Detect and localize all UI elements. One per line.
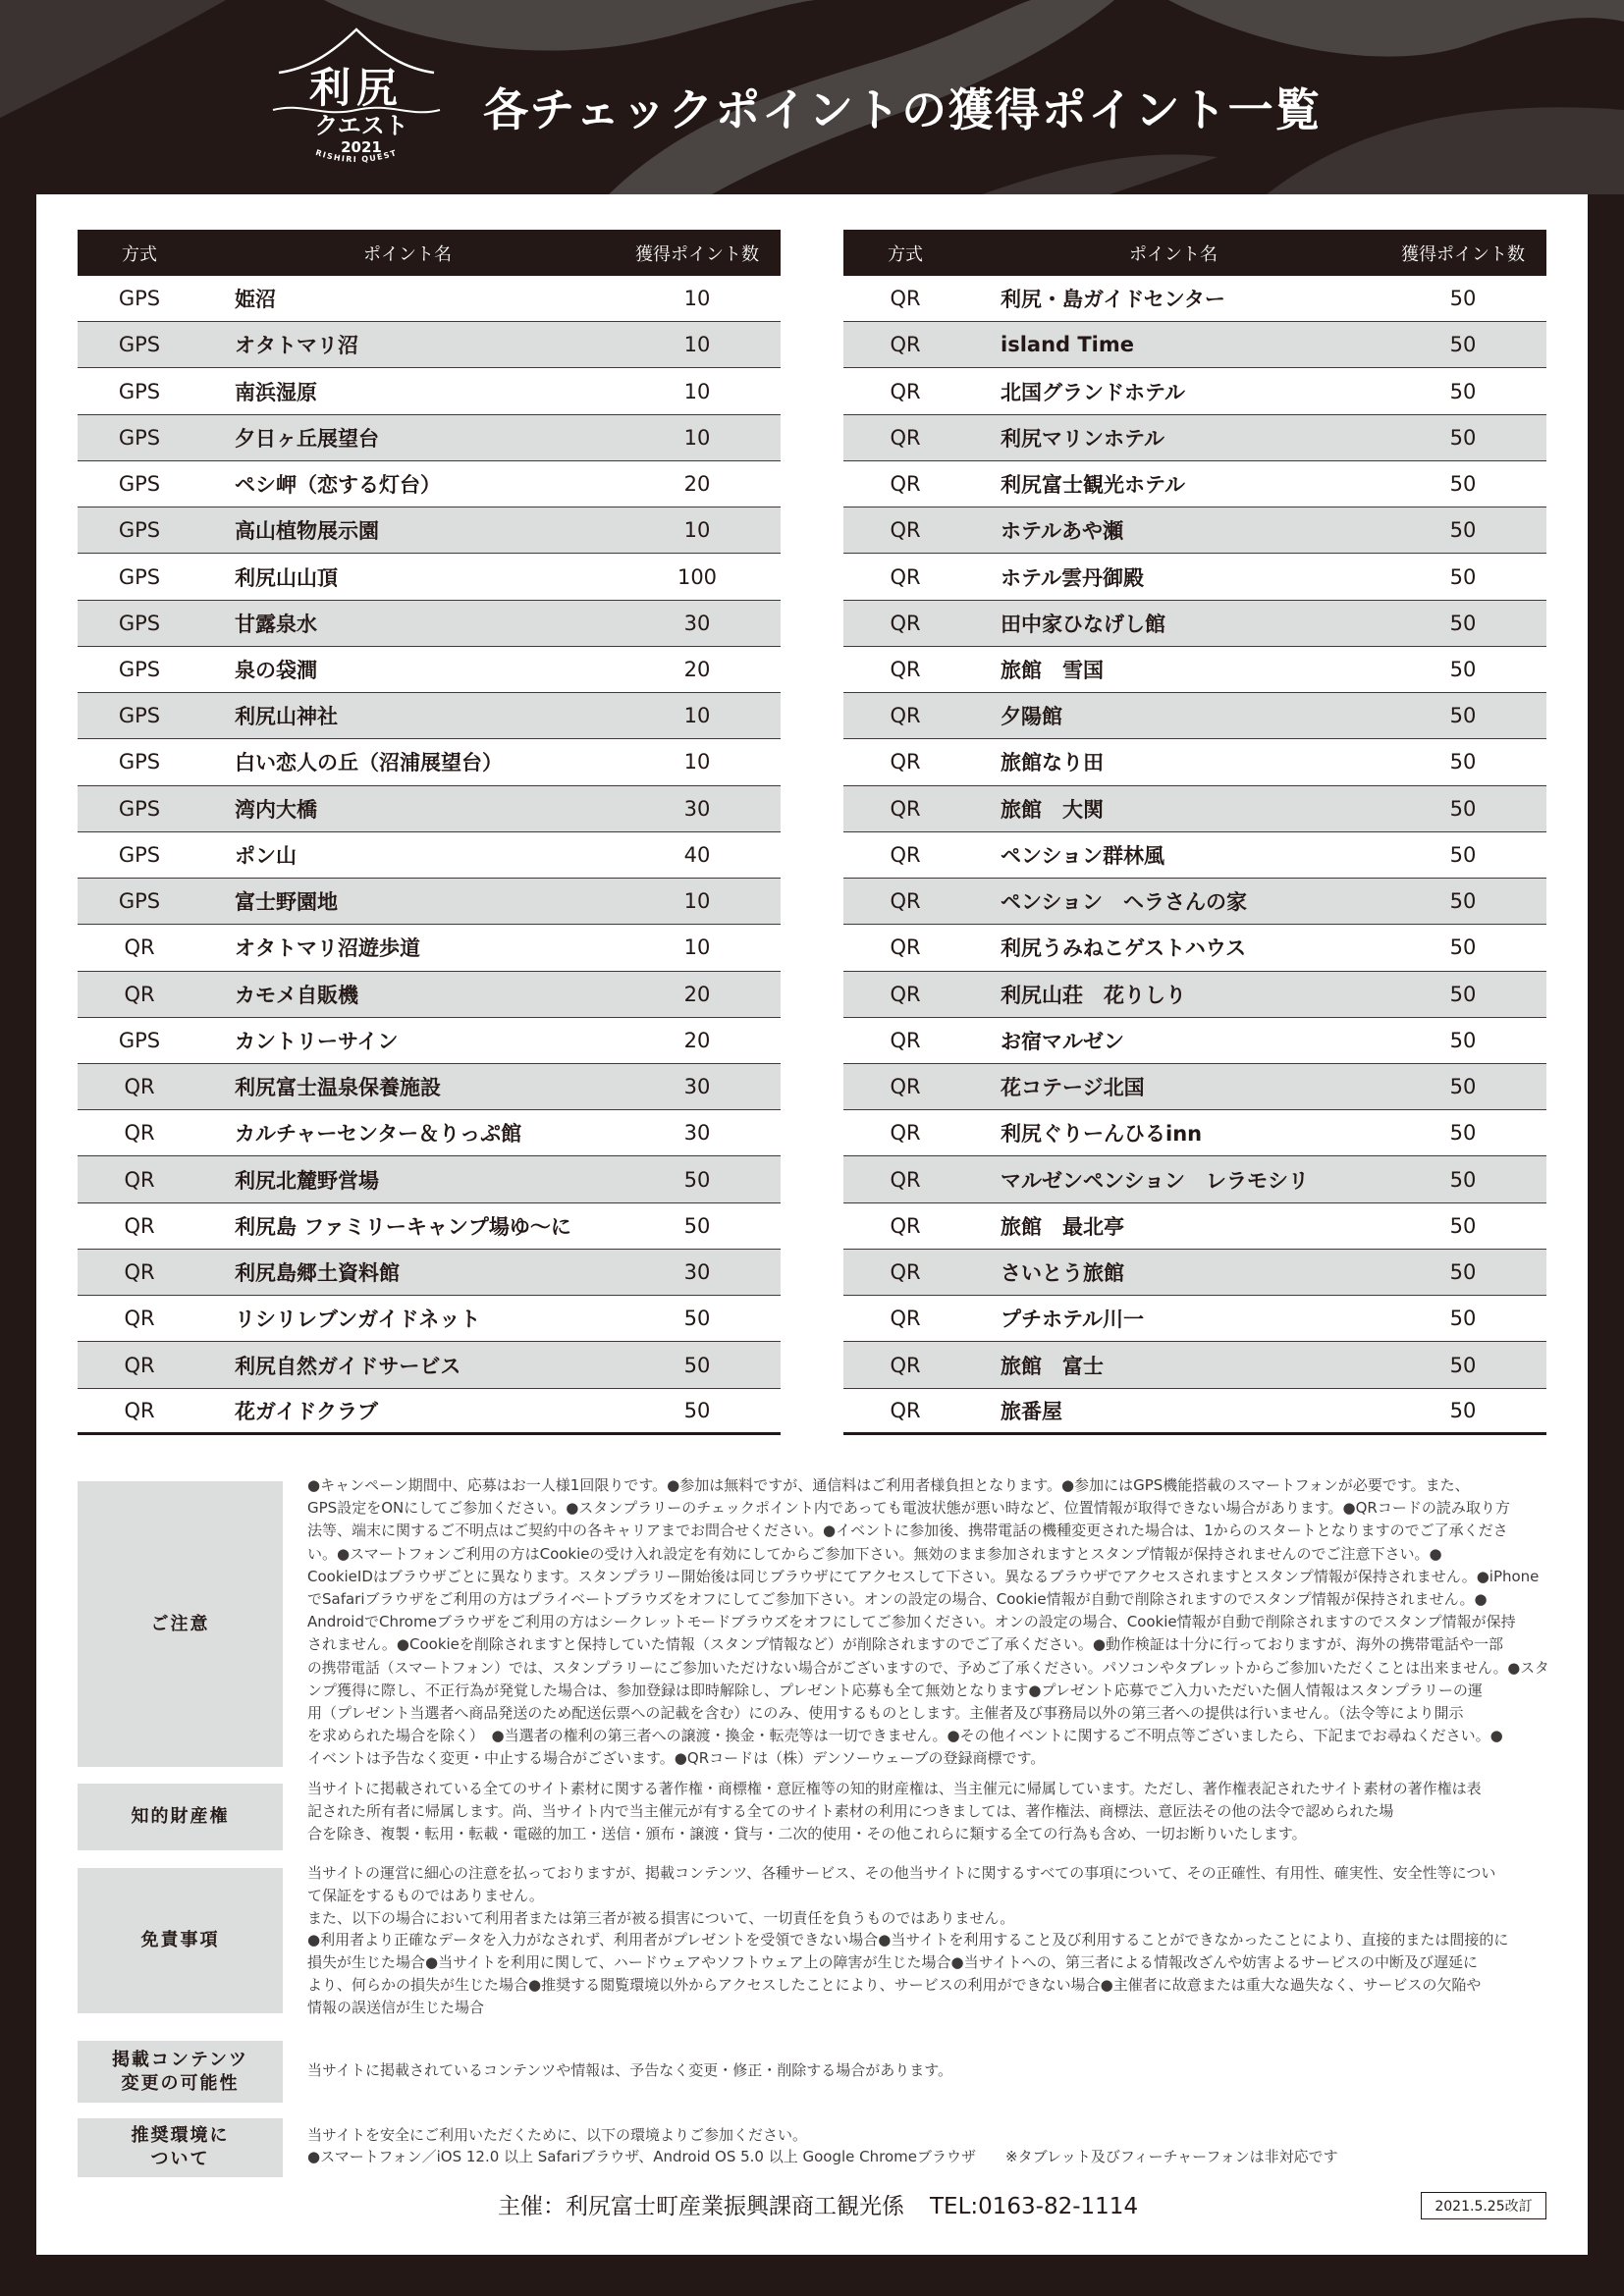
note-text-line: 記された所有者に帰属します。尚、当サイト内で当主催元が有する全てのサイト素材の利用につきましては、著作権法、商標法、意匠法その他の法令で認められた場 [307,1802,1394,1820]
method-cell: QR [890,1213,921,1238]
column-header-method: 方式 [888,243,923,265]
page-title: 各チェックポイントの獲得ポイント一覧 [483,83,1322,136]
method-cell: QR [124,1121,155,1146]
recommended-environment-label [78,2118,283,2177]
points-cell: 30 [683,1075,711,1099]
caution-text [307,1474,1549,1771]
point-name-cell: 利尻マリンホテル [1001,426,1164,451]
notes-section [36,194,1588,2255]
method-cell: QR [890,379,921,403]
note-text-line: ンプ獲得に際し、不正行為が発覚した場合は、参加登録は即時解除し、プレゼント応募も全て無効となります●プレゼント応募でご入力いただいた個人情報はスタンプラリーの運 [307,1681,1483,1699]
method-cell: QR [890,657,921,681]
content-change-label [78,2041,283,2103]
points-cell: 20 [683,472,711,497]
points-cell: 30 [683,1121,711,1146]
points-cell: 50 [683,1398,711,1422]
point-name-cell: 泉の袋澗 [235,658,317,682]
points-cell: 50 [683,1213,711,1238]
points-cell: 30 [683,796,711,821]
note-text-line: でSafariブラウザをご利用の方はプライベートブラウズをオフにしてご参加下さい。オンの設定の場合、Cookie情報が自動で削除されますのでスタンプ情報が保持されません。● [307,1590,1488,1609]
points-cell: 50 [683,1307,711,1331]
method-cell: GPS [118,379,161,403]
method-cell: QR [890,333,921,357]
point-name-cell: 利尻山荘 花りしり [1001,983,1186,1007]
points-cell: 50 [1449,889,1477,914]
wave-shape [982,154,1218,194]
points-cell: 50 [1449,1353,1477,1377]
note-text-line: 損失が生じた場合●当サイトを利用に関して、ハードウェアやソフトウェア上の障害が生じた場合●当サイトへの、第三者による情報改ざんや妨害よるサービスの中断及び遅延に [307,1953,1478,1972]
method-cell: QR [890,982,921,1006]
recommended-environment-text [307,2124,1549,2167]
point-name-cell: 旅館 最北亭 [1001,1214,1124,1239]
intellectual-property-label [78,1784,283,1850]
point-name-cell: オタトマリ沼遊歩道 [235,936,420,961]
method-cell: QR [124,1167,155,1192]
point-name-cell: カルチャーセンター＆りっぷ館 [235,1122,522,1147]
point-name-cell: お宿マルゼン [1001,1029,1124,1053]
points-cell: 50 [1449,564,1477,589]
method-cell: QR [124,1398,155,1422]
organizer-text: 主催：利尻富士町産業振興課商工観光係 [498,2194,904,2219]
point-name-cell: 夕日ヶ丘展望台 [235,426,379,451]
points-cell: 10 [683,333,711,357]
method-cell: QR [890,889,921,914]
method-cell: GPS [118,564,161,589]
footer-organizer [498,2190,1138,2223]
content-panel [36,194,1588,2255]
note-text-line: 当サイトの運営に細心の注意を払っておりますが、掲載コンテンツ、各種サービス、その他当サイトに関するすべての事項について、その正確性、有用性、確実性、安全性等につい [307,1864,1496,1882]
method-cell: QR [890,796,921,821]
points-cell: 50 [1449,472,1477,497]
caution-label [78,1481,283,1767]
note-text-line: の携帯電話（スマートフォン）では、スタンプラリーにご参加いただけない場合がございますので、予めご了承ください。パソコンやタブレットからご参加いただくことは出来ません。●スタ [307,1659,1549,1677]
point-name-cell: ホテルあや瀬 [1001,519,1123,544]
column-header-method: 方式 [122,243,157,265]
method-cell: QR [124,1353,155,1377]
phone-number: TEL:0163-82-1114 [930,2194,1139,2219]
point-name-cell: 利尻山山頂 [235,565,338,590]
point-name-cell: 利尻北麓野営場 [235,1168,379,1193]
method-cell: QR [124,982,155,1006]
method-cell: QR [124,1260,155,1285]
note-text-line: ●キャンペーン期間中、応募はお一人様1回限りです。●参加は無料ですが、通信料はご利用者様負担となります。●参加にはGPS機能搭載のスマートフォンが必要です。また、 [307,1476,1470,1494]
method-cell: GPS [118,611,161,635]
points-cell: 30 [683,611,711,635]
point-name-cell: 白い恋人の丘（沼浦展望台） [235,751,503,775]
method-cell: QR [890,1075,921,1099]
method-cell: QR [890,1028,921,1052]
points-cell: 40 [683,842,711,867]
point-name-cell: さいとう旅館 [1001,1261,1124,1286]
wave-shape [1168,0,1624,57]
point-name-cell: 利尻島郷土資料館 [235,1261,400,1286]
points-cell: 10 [683,425,711,450]
point-name-cell: 花ガイドクラブ [235,1399,378,1423]
points-cell: 20 [683,657,711,681]
column-header-points: 獲得ポイント数 [635,243,759,265]
point-name-cell: プチホテル川一 [1001,1308,1144,1332]
points-cell: 50 [1449,657,1477,681]
method-cell: QR [890,472,921,497]
note-text-line: 当サイトを安全にご利用いただくために、以下の環境よりご参加ください。 [307,2126,807,2144]
page-header [0,0,1624,194]
note-label-line: 変更の可能性 [121,2072,240,2094]
point-name-cell: 利尻富士温泉保養施設 [235,1076,441,1100]
point-name-cell: 利尻自然ガイドサービス [235,1354,461,1378]
points-cell: 50 [1449,982,1477,1006]
points-cell: 50 [1449,1213,1477,1238]
note-label-line: 掲載コンテンツ [111,2049,249,2070]
method-cell: QR [890,518,921,543]
point-name-cell: ホテル雲丹御殿 [1001,565,1144,590]
method-cell: QR [124,935,155,960]
method-cell: QR [890,287,921,311]
point-name-cell: 旅館 大関 [1001,797,1104,822]
point-name-cell: 南浜湿原 [235,380,317,404]
point-name-cell: 利尻うみねこゲストハウス [1001,936,1247,961]
points-cell: 50 [1449,1075,1477,1099]
method-cell: GPS [118,472,161,497]
point-name-cell: リシリレブンガイドネット [235,1308,481,1332]
point-name-cell: カモメ自販機 [235,983,358,1007]
method-cell: QR [890,564,921,589]
point-name-cell: ポン山 [235,843,297,868]
method-cell: QR [124,1213,155,1238]
content-change-text [307,2059,1549,2082]
note-text-line: CookieIDはブラウザごとに異なります。スタンプラリー開始後は同じブラウザにてアクセスして下さい。異なるブラウザでアクセスされますとスタンプ情報が保持されません。●iPhone [307,1567,1540,1585]
method-cell: GPS [118,287,161,311]
column-header-point-name: ポイント名 [363,243,452,265]
points-cell: 50 [1449,1121,1477,1146]
note-label-line: ついて [150,2149,210,2169]
points-cell: 10 [683,750,711,774]
disclaimer-label [78,1868,283,2013]
point-name-cell: 花コテージ北国 [1001,1076,1145,1100]
points-cell: 50 [1449,1398,1477,1422]
method-cell: QR [890,611,921,635]
logo-sub-text: クエスト [314,112,408,139]
points-cell: 50 [1449,750,1477,774]
point-name-cell: 姫沼 [235,288,276,312]
method-cell: GPS [118,1028,161,1052]
points-cell: 20 [683,1028,711,1052]
note-text-line: 当サイトに掲載されている全てのサイト素材に関する著作権・商標権・意匠権等の知的財産権は、当主催元に帰属しています。ただし、著作権表記されたサイト素材の著作権は表 [307,1780,1482,1797]
method-cell: GPS [118,333,161,357]
method-cell: QR [890,704,921,728]
wave-shape [0,0,226,118]
method-cell: QR [890,842,921,867]
point-name-cell: カントリーサイン [235,1029,399,1053]
note-text-line: イベントは予告なく変更・中止する場合がございます。●QRコードは（株）デンソーウェーブの登録商標です。 [307,1749,1046,1768]
method-cell: GPS [118,842,161,867]
points-cell: 50 [1449,1028,1477,1052]
points-cell: 50 [1449,1167,1477,1192]
points-cell: 50 [1449,796,1477,821]
note-label-line: 免責事項 [140,1930,220,1950]
points-cell: 50 [1449,333,1477,357]
logo-year: 2021 [341,138,382,156]
points-cell: 50 [1449,704,1477,728]
points-cell: 50 [1449,842,1477,867]
method-cell: QR [890,425,921,450]
point-name-cell: 高山植物展示園 [235,519,379,544]
point-name-cell: マルゼンペンション レラモシリ [1001,1168,1310,1193]
method-cell: QR [124,1307,155,1331]
logo-main-text: 利尻 [308,64,405,112]
point-name-cell: 北国グランドホテル [1001,380,1185,404]
point-name-cell: 旅館なり田 [1001,751,1104,775]
points-cell: 10 [683,379,711,403]
method-cell: QR [890,1398,921,1422]
points-cell: 10 [683,518,711,543]
note-label-line: ご注意 [150,1613,210,1634]
point-name-cell: 甘露泉水 [235,612,317,636]
note-label-line: 知的財産権 [131,1806,230,1827]
point-name-cell: 利尻富士観光ホテル [1001,473,1185,498]
points-cell: 50 [1449,1260,1477,1285]
method-cell: GPS [118,796,161,821]
disclaimer-text [307,1862,1549,2019]
note-text-line: 用（プレゼント当選者へ商品発送のため配送伝票への記載を含む）にのみ、使用するものとします。主催者及び事務局以外の第三者への提供は行いません。（法令等により開示 [307,1704,1464,1723]
method-cell: QR [890,1260,921,1285]
points-cell: 50 [1449,518,1477,543]
note-text-line: 当サイトに掲載されているコンテンツや情報は、予告なく変更・修正・削除する場合があります。 [307,2061,953,2079]
logo-roman-text: RISHIRI QUEST [314,147,399,165]
note-label-line: 推奨環境に [131,2125,230,2146]
note-text-line: い。●スマートフォンご利用の方はCookieの受け入れ設定を有効にしてからご参加下さい。無効のまま参加されますとスタンプ情報が保持されませんのでご注意下さい。● [307,1544,1442,1563]
point-name-cell: ペンション ヘラさんの家 [1001,890,1248,915]
points-cell: 50 [1449,611,1477,635]
method-cell: GPS [118,518,161,543]
method-cell: GPS [118,889,161,914]
note-text-line: 合を除き、複製・転用・転載・電磁的加工・送信・頒布・譲渡・貸与・二次的使用・その他これらに類する全ての行為も含め、一切お断りいたします。 [307,1825,1307,1842]
point-name-cell: 利尻山神社 [235,705,338,729]
point-name-cell: 田中家ひなげし館 [1001,612,1165,636]
rishiri-quest-logo [263,24,450,171]
note-text-line: を求められた場合を除く） ●当選者の権利の第三者への譲渡・換金・転売等は一切できません。●その他イベントに関するご不明点等ございましたら、下記までお尋ねください。● [307,1727,1503,1745]
points-cell: 50 [1449,287,1477,311]
revision-date-box: 2021.5.25改訂 [1421,2192,1546,2219]
note-text-line: より、何らかの損失が生じた場合●推奨する閲覧環境以外からアクセスしたことにより、サービスの利用ができない場合●主催者に故意または重大な過失なく、サービスの欠陥や [307,1975,1482,1994]
note-text-line: て保証をするものではありません。 [307,1886,544,1904]
note-text-line: また、以下の場合において利用者または第三者が被る損害について、一切責任を負うものではありません。 [307,1908,1015,1927]
note-text-line: 情報の誤送信が生じた場合 [307,1998,485,2016]
point-name-cell: island Time [1001,333,1135,357]
point-name-cell: 利尻島 ファミリーキャンプ場ゆ～に [235,1214,571,1239]
points-cell: 50 [1449,1307,1477,1331]
intellectual-property-text [307,1778,1549,1845]
method-cell: QR [890,1121,921,1146]
points-cell: 50 [1449,935,1477,960]
points-cell: 20 [683,982,711,1006]
point-name-cell: 夕陽館 [1001,705,1062,729]
points-cell: 50 [1449,425,1477,450]
method-cell: QR [124,1075,155,1099]
points-cell: 30 [683,1260,711,1285]
point-name-cell: 旅館 雪国 [1001,658,1104,682]
note-text-line: ●利用者より正確なデータを入力がなされず、利用者がプレゼントを受領できない場合●当サイトを利用すること及び利用することができなかったことにより、直接的または間接的に [307,1931,1509,1949]
note-text-line: されません。●Cookieを削除されますと保持していた情報（スタンプ情報など）が削除されますのでご了承ください。●動作検証は十分に行っておりますが、海外の携帯電話や一部 [307,1635,1503,1654]
method-cell: QR [890,750,921,774]
points-cell: 10 [683,704,711,728]
note-text-line: AndroidでChromeブラウザをご利用の方はシークレットモードブラウズをオフにしてご参加ください。オンの設定の場合、Cookie情報が自動で削除されますのでスタンプ情報が保持 [307,1613,1516,1631]
method-cell: QR [890,1167,921,1192]
note-text-line: 法等、端末に関するご不明点はご契約中の各キャリアまでお問合せください。●イベントに参加後、携帯電話の機種変更された場合は、1からのスタートとなりますのでご了承くださ [307,1522,1508,1540]
method-cell: QR [890,1307,921,1331]
points-cell: 50 [683,1353,711,1377]
method-cell: GPS [118,704,161,728]
point-name-cell: 湾内大橋 [235,797,317,822]
column-header-points: 獲得ポイント数 [1401,243,1525,265]
note-text-line: ●スマートフォン／iOS 12.0 以上 Safariブラウザ、Android OS 5.0 以上 Google Chromeブラウザ ※タブレット及びフィーチャーフォンは非対応です [307,2148,1338,2165]
point-name-cell: 富士野園地 [235,890,338,915]
points-cell: 10 [683,935,711,960]
points-cell: 10 [683,287,711,311]
point-name-cell: オタトマリ沼 [235,334,358,358]
point-name-cell: 旅館 富士 [1001,1354,1104,1378]
points-cell: 100 [677,564,718,589]
points-cell: 50 [683,1167,711,1192]
point-name-cell: ペンション群林風 [1001,843,1165,868]
point-name-cell: 利尻ぐりーんひるinn [1001,1122,1203,1147]
method-cell: QR [890,1353,921,1377]
note-text-line: GPS設定をONにしてご参加ください。●スタンプラリーのチェックポイント内であっても電波状態が悪い時など、位置情報が取得できない場合があります。●QRコードの読み取り方 [307,1499,1510,1518]
points-cell: 50 [1449,379,1477,403]
point-name-cell: ペシ岬（恋する灯台） [235,473,441,498]
point-name-cell: 旅番屋 [1001,1399,1062,1423]
point-name-cell: 利尻・島ガイドセンター [1001,288,1225,312]
points-cell: 10 [683,889,711,914]
method-cell: GPS [118,750,161,774]
method-cell: GPS [118,425,161,450]
method-cell: QR [890,935,921,960]
column-header-point-name: ポイント名 [1129,243,1218,265]
method-cell: GPS [118,657,161,681]
